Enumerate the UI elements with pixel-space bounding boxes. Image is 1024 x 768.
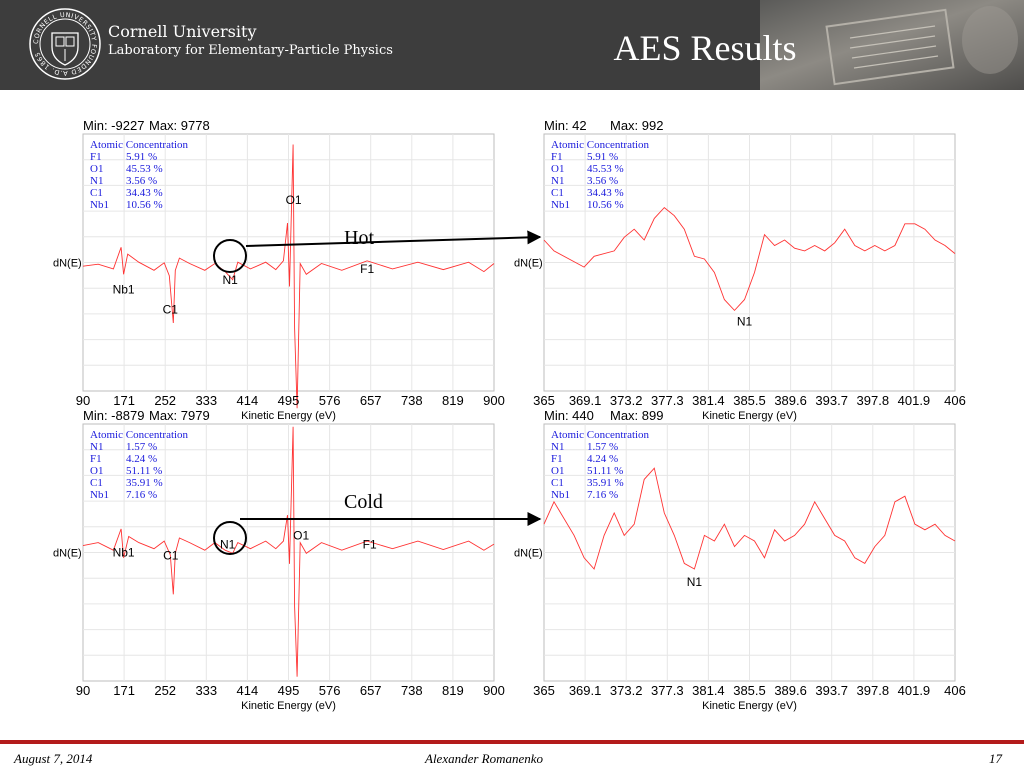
concentration-value: 1.57 % [587,441,619,453]
max-label: Max: 992 [610,118,664,133]
x-tick-label: 90 [75,683,91,698]
x-tick-label: 406 [944,393,966,408]
concentration-value: 34.43 % [587,187,624,199]
peak-label: C1 [162,302,178,317]
x-tick-label: 495 [277,393,300,408]
x-tick-label: 90 [75,393,91,408]
x-tick-label: 365 [533,393,555,408]
concentration-element: Nb1 [551,199,570,211]
x-tick-label: 369.1 [568,683,602,698]
concentration-element: N1 [551,441,565,453]
x-tick-label: 252 [154,393,177,408]
max-label: Max: 9778 [149,118,210,133]
x-tick-label: 389.6 [774,393,807,408]
peak-label: C1 [163,548,179,563]
concentration-element: N1 [551,175,565,187]
peak-label: Nb1 [112,545,135,560]
x-tick-label: 900 [483,683,505,698]
max-label: Max: 7979 [149,408,210,423]
x-axis-label: Kinetic Energy (eV) [241,700,336,712]
cornell-seal-icon [28,7,102,81]
university-name: Cornell University [108,22,257,41]
x-tick-label: 393.7 [815,393,848,408]
concentration-title: Atomic Concentration [551,429,650,441]
concentration-element: O1 [90,465,104,477]
concentration-value: 10.56 % [587,199,624,211]
x-tick-label: 377.3 [651,683,684,698]
svg-text:CORNELL UNIVERSITY FOUNDED A.D [32,11,98,77]
x-tick-label: 333 [195,393,218,408]
peak-label: N1 [222,272,238,287]
x-tick-label: 393.7 [815,683,848,698]
concentration-element: F1 [90,453,102,465]
x-tick-label: 365 [533,683,555,698]
x-tick-label: 397.8 [856,683,890,698]
concentration-element: N1 [90,441,104,453]
x-tick-label: 373.2 [609,393,643,408]
spectrum-chart-cold-survey [53,408,505,712]
peak-label: O1 [293,528,310,543]
x-tick-label: 171 [113,683,135,698]
x-tick-label: 385.5 [733,393,766,408]
lab-name: Laboratory for Elementary-Particle Physics [108,43,393,58]
cold-label: Cold [344,491,383,513]
concentration-title: Atomic Concentration [90,139,189,151]
min-label: Min: -8879 [83,408,145,423]
x-tick-label: 657 [359,393,382,408]
concentration-value: 51.11 % [587,465,624,477]
x-tick-label: 373.2 [609,683,643,698]
concentration-value: 7.16 % [587,489,619,501]
concentration-value: 10.56 % [126,199,163,211]
y-axis-label: dN(E) [514,547,543,560]
concentration-value: 3.56 % [587,175,619,187]
x-tick-label: 414 [236,683,259,698]
min-label: Min: -9227 [83,118,145,133]
spectrum-chart-hot-zoom [514,118,966,422]
y-axis-label: dN(E) [53,257,82,270]
x-tick-label: 738 [400,393,423,408]
x-tick-label: 385.5 [733,683,766,698]
max-label: Max: 899 [610,408,664,423]
charts-area [0,90,1024,740]
x-tick-label: 738 [400,683,423,698]
concentration-element: C1 [551,477,564,489]
peak-label: F1 [362,537,377,552]
concentration-element: F1 [551,453,563,465]
x-tick-label: 406 [944,683,966,698]
peak-label: Nb1 [112,282,135,297]
x-tick-label: 819 [442,393,464,408]
x-tick-label: 401.9 [897,683,931,698]
footer-author: Alexander Romanenko [425,751,544,766]
x-tick-label: 397.8 [856,393,890,408]
x-tick-label: 333 [195,683,218,698]
concentration-value: 1.57 % [126,441,158,453]
footer-date: August 7, 2014 [14,751,93,766]
y-axis-label: dN(E) [53,547,82,560]
x-axis-label: Kinetic Energy (eV) [702,700,797,712]
x-tick-label: 377.3 [651,393,684,408]
concentration-element: C1 [90,187,103,199]
min-label: Min: 440 [544,408,594,423]
concentration-element: F1 [90,151,102,163]
concentration-element: F1 [551,151,563,163]
concentration-element: Nb1 [90,199,109,211]
peak-label: O1 [285,193,302,208]
peak-label: N1 [686,574,703,589]
concentration-element: O1 [551,163,565,175]
concentration-value: 5.91 % [126,151,158,163]
concentration-value: 3.56 % [126,175,158,187]
x-tick-label: 576 [318,393,341,408]
concentration-value: 4.24 % [126,453,158,465]
footer-divider [0,740,1024,744]
concentration-element: Nb1 [551,489,570,501]
x-tick-label: 657 [359,683,382,698]
concentration-element: O1 [551,465,565,477]
x-tick-label: 401.9 [897,393,931,408]
x-axis-label: Kinetic Energy (eV) [241,410,336,422]
x-tick-label: 252 [154,683,177,698]
concentration-element: Nb1 [90,489,109,501]
peak-label: N1 [219,537,236,552]
x-tick-label: 381.4 [692,683,725,698]
concentration-element: C1 [90,477,103,489]
concentration-title: Atomic Concentration [90,429,189,441]
x-tick-label: 414 [236,393,259,408]
concentration-element: O1 [90,163,104,175]
min-label: Min: 42 [544,118,587,133]
concentration-value: 5.91 % [587,151,619,163]
x-tick-label: 576 [318,683,341,698]
x-tick-label: 369.1 [568,393,602,408]
peak-label: N1 [736,314,753,329]
concentration-value: 34.43 % [126,187,163,199]
hot-label: Hot [344,227,374,249]
concentration-value: 35.91 % [587,477,624,489]
y-axis-label: dN(E) [514,257,543,270]
concentration-value: 35.91 % [126,477,163,489]
concentration-value: 4.24 % [587,453,619,465]
concentration-element: N1 [90,175,104,187]
spectrum-chart-hot-survey [53,118,505,422]
x-tick-label: 495 [277,683,300,698]
x-tick-label: 171 [113,393,135,408]
x-tick-label: 381.4 [692,393,725,408]
peak-label: F1 [360,261,375,276]
x-axis-label: Kinetic Energy (eV) [702,410,797,422]
concentration-value: 45.53 % [126,163,163,175]
x-tick-label: 389.6 [774,683,807,698]
slide-title: AES Results [613,28,797,68]
concentration-title: Atomic Concentration [551,139,650,151]
concentration-value: 45.53 % [587,163,624,175]
concentration-value: 7.16 % [126,489,158,501]
x-tick-label: 819 [442,683,464,698]
footer-page-number: 17 [989,751,1002,766]
concentration-value: 51.11 % [126,465,163,477]
header-bar [0,0,1024,90]
concentration-element: C1 [551,187,564,199]
x-tick-label: 900 [483,393,505,408]
spectrum-chart-cold-zoom [514,408,966,712]
seal-text: CORNELL UNIVERSITY FOUNDED A.D. 1865 [31,10,99,78]
